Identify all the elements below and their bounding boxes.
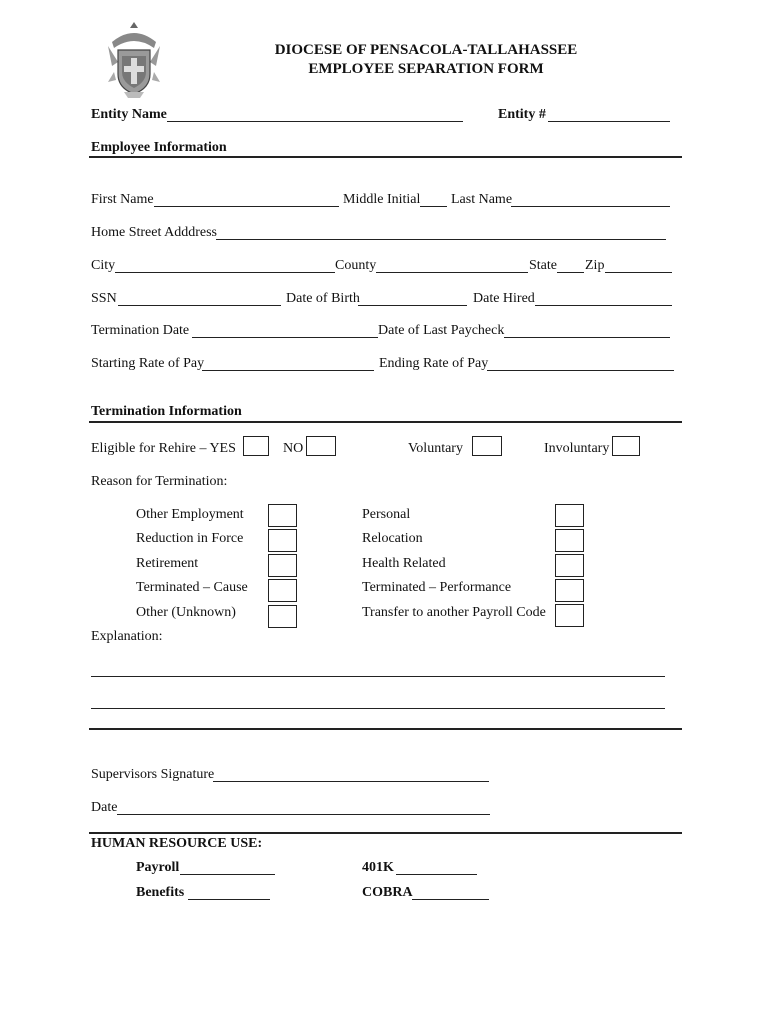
date-hired-label: Date Hired (473, 291, 535, 306)
involuntary-label: Involuntary (544, 441, 610, 456)
reason-other-employment-checkbox[interactable] (268, 504, 297, 527)
rehire-yes-checkbox[interactable] (243, 436, 269, 456)
cobra-field[interactable] (412, 885, 489, 900)
section-divider (89, 421, 682, 423)
rehire-yes-label: Eligible for Rehire – YES (91, 441, 236, 456)
reason-retirement-label: Retirement (136, 556, 199, 571)
county-label: County (335, 258, 377, 273)
entity-number-field[interactable] (548, 107, 670, 122)
city-label: City (91, 258, 116, 273)
signature-date-field[interactable] (117, 800, 490, 815)
payroll-field[interactable] (180, 860, 275, 875)
explanation-label: Explanation: (91, 629, 163, 644)
voluntary-label: Voluntary (408, 441, 463, 456)
first-name-label: First Name (91, 192, 154, 207)
401k-field[interactable] (396, 860, 477, 875)
reason-personal-checkbox[interactable] (555, 504, 584, 527)
supervisor-signature-field[interactable] (213, 767, 489, 782)
first-name-field[interactable] (154, 192, 339, 207)
form-title-line2: EMPLOYEE SEPARATION FORM (308, 61, 544, 77)
reason-terminated-cause-checkbox[interactable] (268, 579, 297, 602)
termination-date-field[interactable] (192, 323, 378, 338)
ending-rate-field[interactable] (487, 356, 674, 371)
ssn-label: SSN (91, 291, 117, 306)
dob-label: Date of Birth (286, 291, 360, 306)
payroll-label: Payroll (136, 860, 180, 875)
entity-number-label: Entity # (498, 107, 546, 122)
reason-transfer-payroll-checkbox[interactable] (555, 604, 584, 627)
county-field[interactable] (376, 258, 528, 273)
diocese-seal-logo (104, 22, 164, 100)
termination-date-label: Termination Date (91, 323, 190, 338)
state-label: State (529, 258, 557, 273)
reason-reduction-in-force-label: Reduction in Force (136, 531, 244, 546)
ending-rate-label: Ending Rate of Pay (379, 356, 489, 371)
reason-personal-label: Personal (362, 507, 411, 522)
rehire-no-checkbox[interactable] (306, 436, 336, 456)
last-paycheck-field[interactable] (504, 323, 670, 338)
401k-label: 401K (362, 860, 394, 875)
termination-info-heading: Termination Information (91, 404, 242, 419)
starting-rate-label: Starting Rate of Pay (91, 356, 205, 371)
reason-terminated-performance-checkbox[interactable] (555, 579, 584, 602)
middle-initial-label: Middle Initial (343, 192, 421, 207)
employee-info-heading: Employee Information (91, 140, 227, 155)
benefits-label: Benefits (136, 885, 185, 900)
form-title-line1: DIOCESE OF PENSACOLA-TALLAHASSEE (274, 42, 578, 58)
ssn-field[interactable] (118, 291, 281, 306)
rehire-no-label: NO (283, 441, 304, 456)
cobra-label: COBRA (362, 885, 413, 900)
state-field[interactable] (557, 258, 584, 273)
explanation-line-2[interactable] (91, 708, 665, 709)
reason-health-related-label: Health Related (362, 556, 446, 571)
hr-use-heading: HUMAN RESOURCE USE: (91, 836, 263, 851)
section-divider (89, 156, 682, 158)
home-address-field[interactable] (216, 225, 666, 240)
signature-date-label: Date (91, 800, 118, 815)
date-hired-field[interactable] (535, 291, 672, 306)
last-name-field[interactable] (511, 192, 670, 207)
section-divider (89, 832, 682, 834)
reason-relocation-label: Relocation (362, 531, 423, 546)
reason-terminated-performance-label: Terminated – Performance (362, 580, 512, 595)
reason-label: Reason for Termination: (91, 474, 228, 489)
explanation-line-1[interactable] (91, 676, 665, 677)
middle-initial-field[interactable] (420, 192, 447, 207)
entity-name-field[interactable] (167, 107, 463, 122)
zip-label: Zip (585, 258, 605, 273)
reason-retirement-checkbox[interactable] (268, 554, 297, 577)
section-divider (89, 728, 682, 730)
reason-other-unknown-checkbox[interactable] (268, 605, 297, 628)
involuntary-checkbox[interactable] (612, 436, 640, 456)
benefits-field[interactable] (188, 885, 270, 900)
entity-name-label: Entity Name (91, 107, 167, 122)
reason-other-unknown-label: Other (Unknown) (136, 605, 236, 620)
reason-relocation-checkbox[interactable] (555, 529, 584, 552)
reason-reduction-in-force-checkbox[interactable] (268, 529, 297, 552)
dob-field[interactable] (358, 291, 467, 306)
reason-terminated-cause-label: Terminated – Cause (136, 580, 248, 595)
reason-transfer-payroll-label: Transfer to another Payroll Code (362, 605, 546, 620)
starting-rate-field[interactable] (202, 356, 374, 371)
reason-other-employment-label: Other Employment (136, 507, 244, 522)
last-paycheck-label: Date of Last Paycheck (378, 323, 505, 338)
city-field[interactable] (115, 258, 335, 273)
reason-health-related-checkbox[interactable] (555, 554, 584, 577)
zip-field[interactable] (605, 258, 672, 273)
supervisor-signature-label: Supervisors Signature (91, 767, 215, 782)
home-address-label: Home Street Adddress (91, 225, 217, 240)
last-name-label: Last Name (451, 192, 513, 207)
voluntary-checkbox[interactable] (472, 436, 502, 456)
